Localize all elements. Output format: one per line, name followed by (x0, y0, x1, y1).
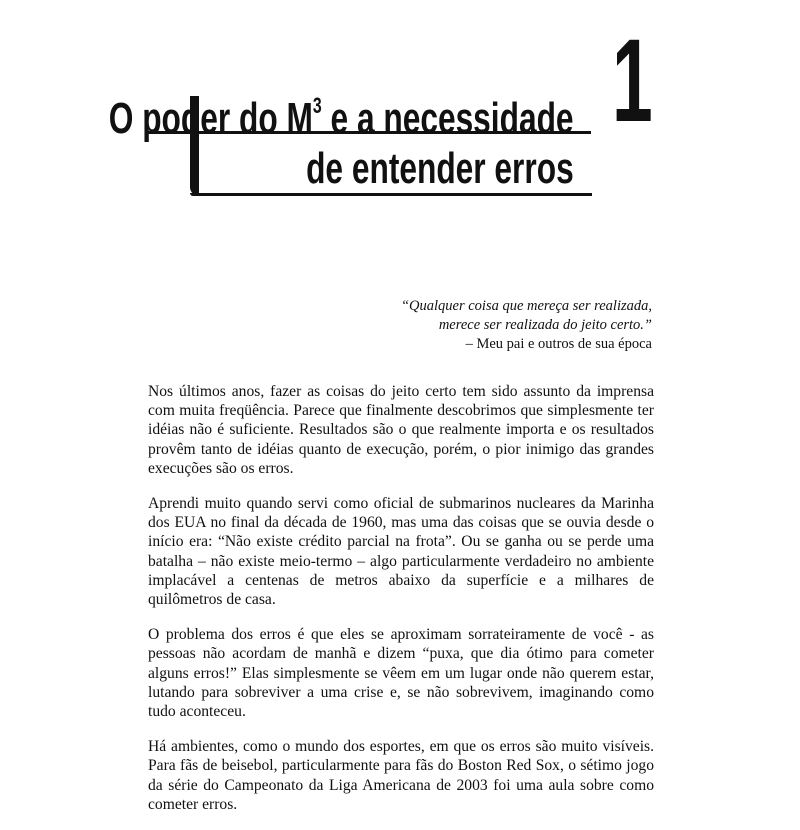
title-rule-bottom (190, 193, 592, 196)
paragraph: Há ambientes, como o mundo dos esportes, em que os erros são muito visíveis. Para fãs de beisebol, particularmente para fãs do Boston Red Sox, o sétimo jogo da série do Campeonato da Liga Americana de 2003 foi uma aula sobre como cometer erros. (148, 738, 654, 813)
chapter-title-post: e a necessidade (322, 94, 574, 143)
chapter-title-pre: O poder do M (109, 94, 314, 143)
paragraph: Nos últimos anos, fazer as coisas do jeito certo tem sido assunto da imprensa com muita freqüência. Parece que finalmente descobrimos que simplesmente ter idéias não é suficiente. Resultados são o que realmente importa e os resultados provêm tanto de idéias quanto de execução, porém, o pior inimigo das grandes execuções são os erros. (148, 383, 654, 477)
chapter-number: 1 (612, 15, 653, 147)
epigraph (252, 297, 652, 335)
chapter-title-line-1 (109, 93, 574, 143)
paragraph: O problema dos erros é que eles se aproximam sorrateiramente de você - as pessoas não acordam de manhã e dizem “puxa, que dia ótimo para cometer alguns erros!” Elas simplesmente se vêem em um lugar onde não querem estar, lutando para sobreviver a uma crise e, se não sobrevivem, imaginando como tudo aconteceu. (148, 626, 654, 721)
epigraph-quote-line-2: merece ser realizada do jeito certo.” (438, 317, 652, 333)
epigraph-quote-line-1: “Qualquer coisa que mereça ser realizada, (400, 298, 652, 314)
chapter-title-line-2: de entender erros (306, 144, 574, 193)
chapter-title-superscript: 3 (313, 93, 323, 118)
epigraph-attribution: – Meu pai e outros de sua época (465, 336, 652, 352)
paragraph: Aprendi muito quando servi como oficial de submarinos nucleares da Marinha dos EUA no final da década de 1960, mas uma das coisas que se ouvia desde o início era: “Não existe crédito parcial na frota”. Ou se ganha ou se perde uma batalha – não existe meio-termo – algo particularmente verdadeiro no ambiente implacável a centenas de metros abaixo da superfície e a milhares de quilômetros de casa. (148, 495, 654, 609)
body-text (148, 382, 654, 830)
